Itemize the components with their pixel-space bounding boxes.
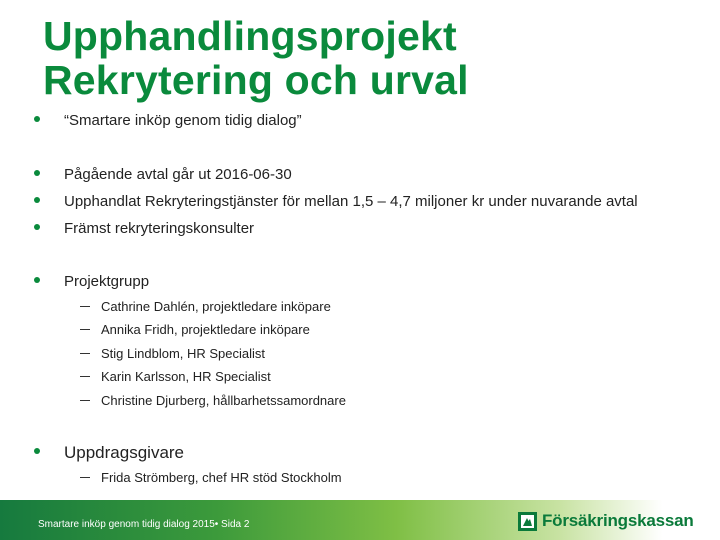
bullet-item — [34, 193, 638, 210]
bullet-dot-icon — [34, 224, 40, 230]
sub-list-item — [80, 393, 346, 408]
dash-icon — [80, 353, 90, 354]
bullet-item — [34, 220, 254, 237]
sub-list-text: Stig Lindblom, HR Specialist — [101, 346, 266, 361]
bullet-text: Uppdragsgivare — [64, 443, 185, 462]
dash-icon — [80, 477, 90, 478]
bullet-dot-icon — [34, 197, 40, 203]
dash-icon — [80, 400, 90, 401]
slide-title — [43, 14, 469, 102]
bullet-dot-icon — [34, 170, 40, 176]
title-line-2: Rekrytering och urval — [43, 57, 469, 103]
bullet-dot-icon — [34, 448, 40, 454]
bullet-text: “Smartare inköp genom tidig dialog” — [64, 112, 302, 129]
title-line-1: Upphandlingsprojekt — [43, 13, 457, 59]
bullet-text: Främst rekryteringskonsulter — [64, 220, 255, 237]
bullet-item — [34, 273, 149, 290]
bullet-text: Upphandlat Rekryteringstjänster för mellan 1,5 – 4,7 miljoner kr under nuvarande avtal — [64, 193, 638, 210]
bullet-item — [34, 112, 302, 129]
sub-list-item — [80, 322, 310, 337]
sub-list-text: Cathrine Dahlén, projektledare inköpare — [101, 299, 331, 314]
sub-list-item — [80, 299, 331, 314]
bullet-dot-icon — [34, 116, 40, 122]
bullet-text: Projektgrupp — [64, 273, 150, 290]
sub-list-text: Annika Fridh, projektledare inköpare — [101, 322, 310, 337]
dash-icon — [80, 329, 90, 330]
logo — [518, 511, 694, 531]
sub-list-text: Karin Karlsson, HR Specialist — [101, 369, 271, 384]
sub-list-item — [80, 470, 342, 485]
sub-list-item — [80, 369, 271, 384]
logo-text: Försäkringskassan — [542, 511, 694, 530]
sub-list-item — [80, 346, 265, 361]
bullet-item — [34, 443, 184, 463]
bullet-item — [34, 166, 292, 183]
dash-icon — [80, 376, 90, 377]
bullet-text: Pågående avtal går ut 2016-06-30 — [64, 166, 292, 183]
sub-list-text: Christine Djurberg, hållbarhetssamordnare — [101, 393, 346, 408]
logo-mark-icon — [518, 512, 537, 531]
sub-list-text: Frida Strömberg, chef HR stöd Stockholm — [101, 470, 342, 485]
footer-text: Smartare inköp genom tidig dialog 2015• Sida 2 — [38, 519, 250, 530]
bullet-dot-icon — [34, 277, 40, 283]
dash-icon — [80, 306, 90, 307]
